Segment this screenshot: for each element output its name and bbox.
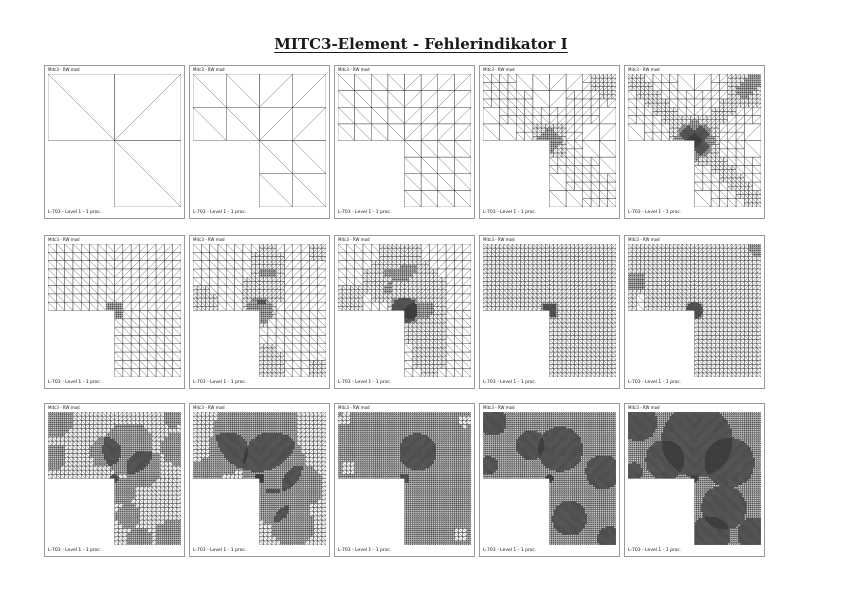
- mesh-panel: [624, 403, 765, 557]
- mesh-panel: [479, 65, 620, 219]
- panel-footer-label: L-703 - Level 1 - 1 proc.: [628, 380, 682, 385]
- panel-footer-label: L-703 - Level 1 - 1 proc.: [338, 210, 392, 215]
- mesh-canvas: [338, 244, 471, 377]
- panel-footer-label: L-703 - Level 1 - 1 proc.: [483, 380, 537, 385]
- mesh-canvas: [193, 244, 326, 377]
- panel-header-label: Mitc3 - RW mod: [628, 405, 660, 410]
- mesh-panel: [624, 65, 765, 219]
- mesh-canvas: [483, 244, 616, 377]
- mesh-panel: [44, 235, 185, 389]
- panel-header-label: Mitc3 - RW mod: [338, 67, 370, 72]
- mesh-panel: [44, 65, 185, 219]
- mesh-canvas: [48, 412, 181, 545]
- mesh-canvas: [628, 244, 761, 377]
- panel-header-label: Mitc3 - RW mod: [338, 405, 370, 410]
- panel-header-label: Mitc3 - RW mod: [193, 237, 225, 242]
- panel-footer-label: L-703 - Level 1 - 1 proc.: [193, 548, 247, 553]
- panel-footer-label: L-703 - Level 1 - 1 proc.: [338, 548, 392, 553]
- mesh-canvas: [483, 412, 616, 545]
- figure-title: [0, 35, 842, 53]
- mesh-panel: [479, 403, 620, 557]
- panel-footer-label: L-703 - Level 1 - 1 proc.: [193, 380, 247, 385]
- panel-footer-label: L-703 - Level 1 - 1 proc.: [48, 548, 102, 553]
- panel-header-label: Mitc3 - RW mod: [338, 237, 370, 242]
- panel-header-label: Mitc3 - RW mod: [628, 237, 660, 242]
- panel-footer-label: L-703 - Level 1 - 1 proc.: [338, 380, 392, 385]
- mesh-panel: [189, 403, 330, 557]
- mesh-panel: [624, 235, 765, 389]
- panel-header-label: Mitc3 - RW mod: [193, 67, 225, 72]
- mesh-panel: [189, 65, 330, 219]
- panel-footer-label: L-703 - Level 1 - 1 proc.: [193, 210, 247, 215]
- mesh-panel: [334, 403, 475, 557]
- mesh-panel: [44, 403, 185, 557]
- panel-header-label: Mitc3 - RW mod: [483, 405, 515, 410]
- mesh-canvas: [193, 74, 326, 207]
- panel-header-label: Mitc3 - RW mod: [48, 405, 80, 410]
- panel-header-label: Mitc3 - RW mod: [628, 67, 660, 72]
- panel-header-label: Mitc3 - RW mod: [48, 237, 80, 242]
- panel-footer-label: L-703 - Level 1 - 1 proc.: [48, 210, 102, 215]
- mesh-canvas: [628, 74, 761, 207]
- mesh-canvas: [338, 412, 471, 545]
- panel-footer-label: L-703 - Level 1 - 1 proc.: [628, 210, 682, 215]
- mesh-panel: [334, 65, 475, 219]
- mesh-canvas: [338, 74, 471, 207]
- figure-title-text: MITC3-Element - Fehlerindikator I: [274, 35, 568, 53]
- panel-header-label: Mitc3 - RW mod: [483, 237, 515, 242]
- panel-footer-label: L-703 - Level 1 - 1 proc.: [483, 210, 537, 215]
- panel-header-label: Mitc3 - RW mod: [483, 67, 515, 72]
- panel-footer-label: L-703 - Level 1 - 1 proc.: [48, 380, 102, 385]
- mesh-canvas: [628, 412, 761, 545]
- mesh-panel: [479, 235, 620, 389]
- mesh-panel: [334, 235, 475, 389]
- panel-header-label: Mitc3 - RW mod: [48, 67, 80, 72]
- mesh-panel: [189, 235, 330, 389]
- mesh-canvas: [48, 74, 181, 207]
- mesh-canvas: [193, 412, 326, 545]
- mesh-canvas: [483, 74, 616, 207]
- panel-footer-label: L-703 - Level 1 - 1 proc.: [483, 548, 537, 553]
- mesh-canvas: [48, 244, 181, 377]
- panel-header-label: Mitc3 - RW mod: [193, 405, 225, 410]
- panel-footer-label: L-703 - Level 1 - 1 proc.: [628, 548, 682, 553]
